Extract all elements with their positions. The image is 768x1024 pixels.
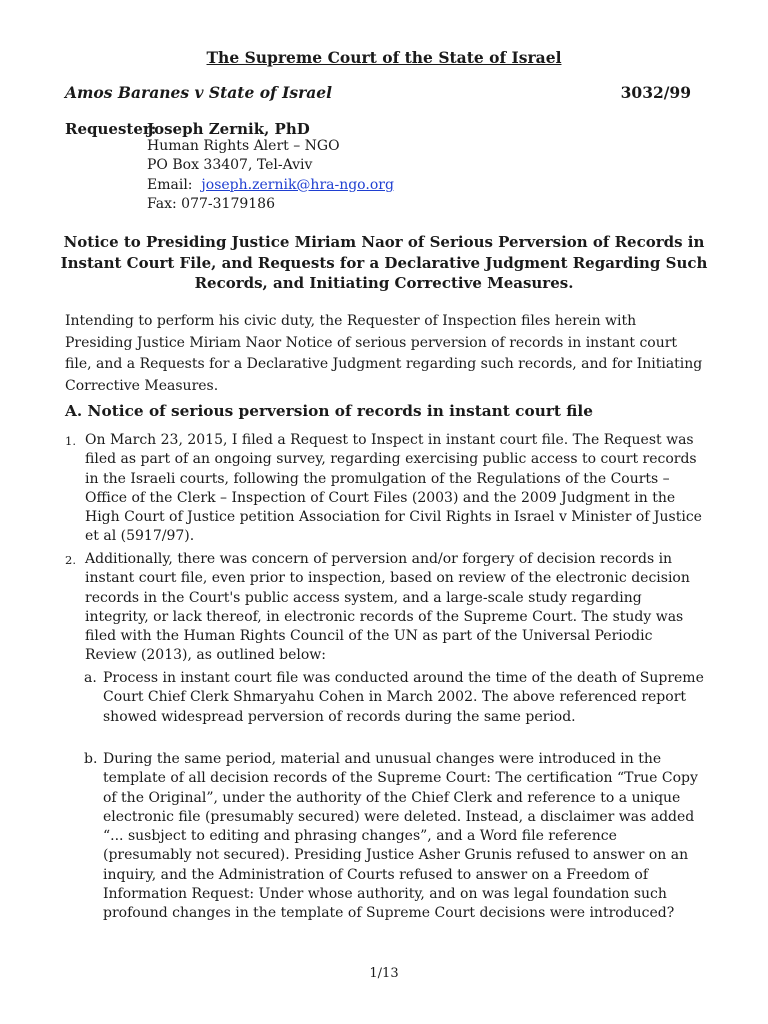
numbered-item [65,431,705,547]
requester-address: PO Box 33407, Tel-Aviv [147,157,313,174]
intro-paragraph: Intending to perform his civic duty, the Requester of Inspection files herein with Presiding Justice Miriam Naor Notice of serious perversion of records in instant court file, and a Requests for a Declarative Judgment regarding such records, and for Initiating Corrective Measures. [65,313,703,394]
requester-email-line [147,176,394,195]
section-a-heading: A. Notice of serious perversion of records in instant court file [65,402,593,420]
email-label: Email: [147,176,193,193]
item-text: On March 23, 2015, I filed a Request to Inspect in instant court file. The Request was filed as part of an ongoing survey, regarding exercising public access to court records in the Israeli courts, following the promulgation of the Regulations of the Courts – Office of the Clerk – Inspection of Court Files (2003) and the 2009 Judgment in the High Court of Justice petition Association for Civil Rights in Israel v Minister of Justice et al (5917/97). [85,432,702,545]
sub-item [84,669,704,727]
court-title: The Supreme Court of the State of Israel [206,48,562,67]
page-number: 1/13 [369,966,399,981]
sub-item-label: a. [84,670,97,686]
sub-item-text: During the same period, material and unusual changes were introduced in the template of all decision records of the Supreme Court: The certification “True Copy of the Original”, under the authority of the Chief Clerk and reference to a unique electronic file (presumably secured) were deleted. Instead, a disclaimer was added “... susbject to editing and phrasing changes”, and a Word file reference (presumably not secured). Presiding Justice Asher Grunis refused to answer on an inquiry, and the Administration of Courts refused to answer on a Freedom of Information Request: Under whose authority, and on was legal foundation such profound changes in the template of Supreme Court decisions were introduced? [103,751,698,922]
case-name: Amos Baranes v State of Israel [65,83,333,102]
sub-item-text: Process in instant court file was conducted around the time of the death of Supreme Court Chief Clerk Shmaryahu Cohen in March 2002. The above referenced report showed widespread perversion of records during the same period. [103,670,704,725]
requester-fax: Fax: 077-3179186 [147,195,275,212]
item-number: 1. [65,434,76,448]
email-link[interactable]: joseph.zernik@hra-ngo.org [201,176,394,193]
sub-item [84,750,704,924]
case-line [65,83,691,102]
requester-block [65,120,394,212]
numbered-item [65,550,705,666]
requester-org: Human Rights Alert – NGO [147,138,340,154]
item-number: 2. [65,553,76,567]
requester-details [147,137,394,214]
requester-name: Joseph Zernik, PhD [147,120,310,138]
requester-label: Requester: [65,120,157,138]
notice-title: Notice to Presiding Justice Miriam Naor of Serious Perversion of Records in Instant Court File, and Requests for a Declarative Judgment Regarding Such Records, and Initiating Corrective Measures. [60,233,708,292]
sub-item-label: b. [84,751,98,767]
case-number: 3032/99 [620,83,691,102]
item-text: Additionally, there was concern of perversion and/or forgery of decision records in instant court file, even prior to inspection, based on review of the electronic decision records in the Court's public access system, and a large-scale study regarding integrity, or lack thereof, in electronic records of the Supreme Court. The study was filed with the Human Rights Council of the UN as part of the Universal Periodic Review (2013), as outlined below: [85,551,690,664]
